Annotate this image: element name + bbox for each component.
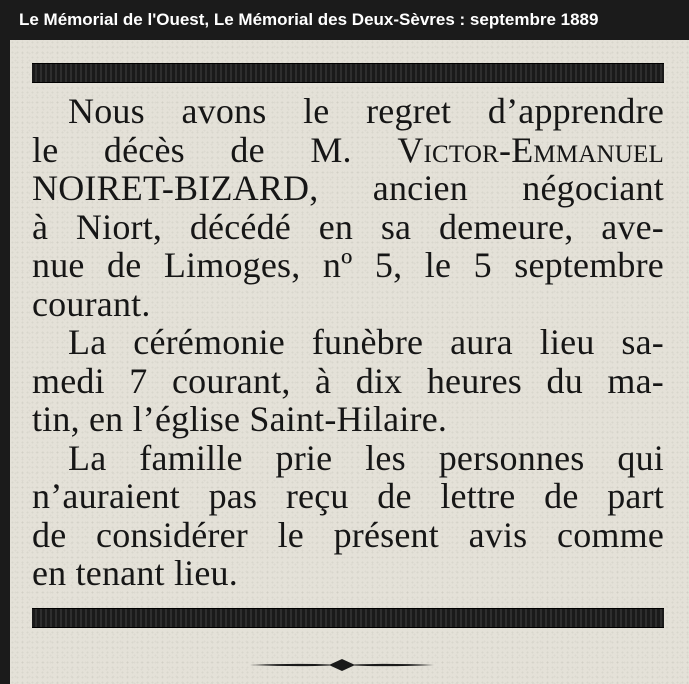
newspaper-clipping [10, 40, 689, 684]
text-line: en tenant lieu. [32, 553, 238, 593]
text-line: de considérer le présent avis comme [32, 514, 664, 555]
text-line: Nous avons le regret d’apprendre [68, 91, 664, 131]
text-line: medi 7 courant, à dix heures du ma- [32, 360, 664, 401]
ornament-dash-icon [250, 656, 434, 674]
text-line: n’auraient pas reçu de lettre de part [32, 476, 664, 516]
text-line: tin, en l’église Saint-Hilaire. [32, 399, 448, 439]
text-line: à Niort, décédé en sa demeure, ave- [32, 206, 664, 247]
text-line: La famille prie les personnes qui [68, 437, 664, 478]
deceased-surname: NOIRET-BIZARD [32, 168, 310, 208]
text-line: La cérémonie funèbre aura lieu sa- [68, 322, 664, 362]
text-line: nue de Limoges, nº 5, le 5 septembre [32, 245, 664, 285]
text-line: le décès de M. Victor-Emmanuel [32, 129, 664, 170]
page-title: Le Mémorial de l'Ouest, Le Mémorial des Deux-Sèvres : septembre 1889 [0, 0, 689, 40]
obituary-notice [32, 92, 664, 593]
top-divider-rule [32, 63, 664, 83]
text-line: NOIRET-BIZARD, ancien négociant [32, 168, 664, 208]
deceased-name: Victor-Emmanuel [397, 129, 664, 170]
bottom-divider-rule [32, 608, 664, 628]
text-line: courant. [32, 283, 151, 324]
